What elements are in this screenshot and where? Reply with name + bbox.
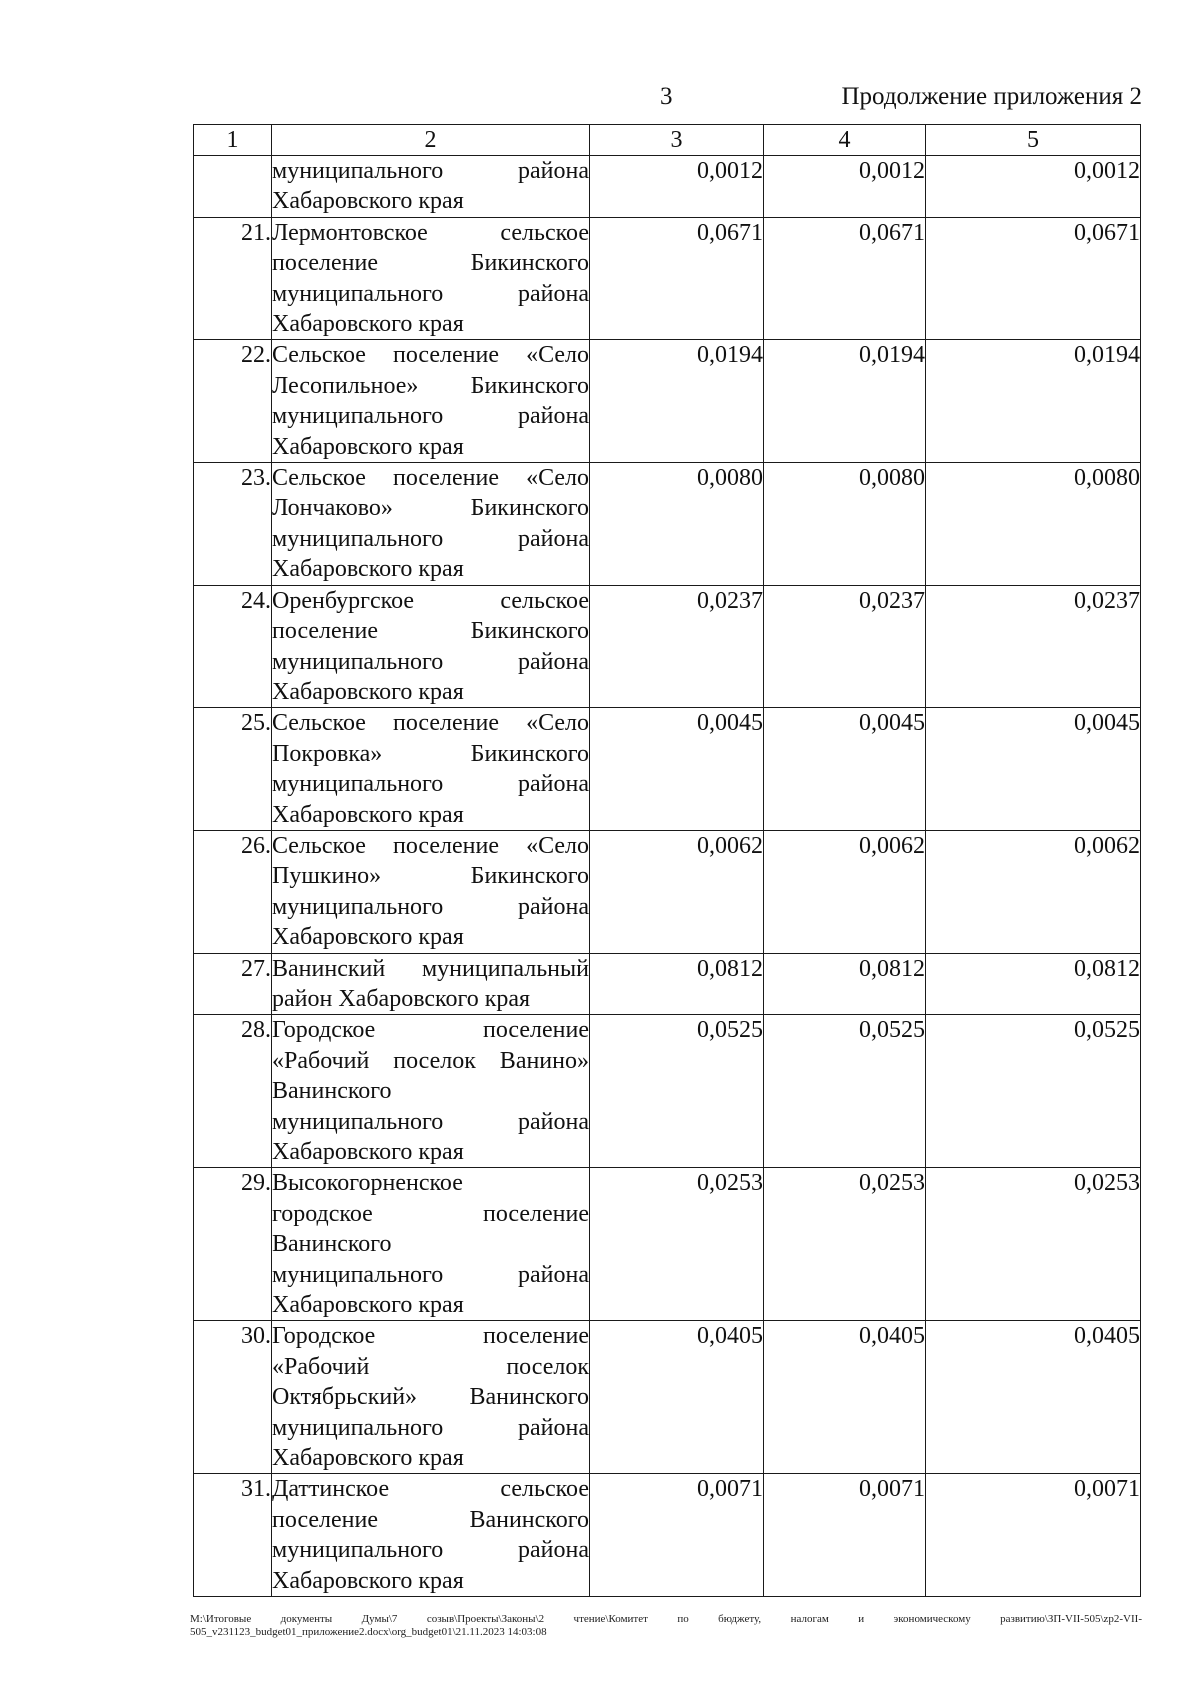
table-row — [194, 1168, 1141, 1321]
name-line: Городское поселение — [272, 1017, 589, 1044]
table-row — [194, 1321, 1141, 1474]
name-line: поселение Бикинского — [272, 618, 589, 645]
municipality-name — [272, 1321, 590, 1474]
value-col-3: 0,0405 — [590, 1321, 764, 1474]
table-header — [194, 125, 1141, 156]
municipality-name — [272, 708, 590, 831]
municipality-name — [272, 217, 590, 340]
name-line: муниципального района — [272, 893, 589, 920]
value-col-5: 0,0071 — [926, 1474, 1141, 1597]
name-line: Ванинский муниципальный — [272, 955, 589, 982]
table-row — [194, 463, 1141, 586]
name-line: Хабаровского края — [272, 1445, 464, 1472]
municipality-name — [272, 585, 590, 708]
municipality-name — [272, 830, 590, 953]
name-line: Хабаровского края — [272, 678, 464, 705]
name-line: Покровка» Бикинского — [272, 740, 589, 767]
value-col-5: 0,0045 — [926, 708, 1141, 831]
name-line: муниципального района — [272, 403, 589, 430]
value-col-3: 0,0237 — [590, 585, 764, 708]
file-path-footer: M:\Итоговые документы Думы\7 созыв\Проекты\Законы\2 чтение\Комитет по бюджету, налогам и экономическому развитию\ЗП-VII-505\zp2-VII-505_v231123_budget01_приложение2.docx\org_budget01\21.11.2023 14:03:08 — [190, 1613, 1142, 1638]
name-line: Сельское поселение «Село — [272, 465, 589, 492]
row-number: 29. — [194, 1168, 272, 1321]
row-number: 26. — [194, 830, 272, 953]
value-col-3: 0,0194 — [590, 340, 764, 463]
row-number: 28. — [194, 1015, 272, 1168]
municipality-name — [272, 953, 590, 1015]
value-col-5: 0,0525 — [926, 1015, 1141, 1168]
municipality-name — [272, 156, 590, 218]
value-col-3: 0,0812 — [590, 953, 764, 1015]
table-row — [194, 708, 1141, 831]
name-line: муниципального района — [272, 280, 589, 307]
value-col-3: 0,0012 — [590, 156, 764, 218]
table-row — [194, 585, 1141, 708]
name-line: Лермонтовское сельское — [272, 219, 589, 246]
municipality-name — [272, 340, 590, 463]
table-row — [194, 830, 1141, 953]
name-line: Лесопильное» Бикинского — [272, 372, 589, 399]
value-col-5: 0,0062 — [926, 830, 1141, 953]
value-col-3: 0,0525 — [590, 1015, 764, 1168]
value-col-4: 0,0525 — [764, 1015, 926, 1168]
value-col-3: 0,0062 — [590, 830, 764, 953]
municipality-name — [272, 463, 590, 586]
name-line: муниципального района — [272, 1261, 589, 1288]
name-line: муниципального района — [272, 648, 589, 675]
value-col-4: 0,0405 — [764, 1321, 926, 1474]
row-number: 21. — [194, 217, 272, 340]
name-line: Городское поселение — [272, 1323, 589, 1350]
value-col-3: 0,0253 — [590, 1168, 764, 1321]
column-header-5: 5 — [926, 125, 1141, 156]
name-line: Сельское поселение «Село — [272, 342, 589, 369]
name-line: Хабаровского края — [272, 188, 464, 215]
table-row — [194, 340, 1141, 463]
name-line: Хабаровского края — [272, 1139, 464, 1165]
name-line: Ванинского — [272, 1078, 392, 1105]
name-line: Хабаровского края — [272, 801, 464, 828]
name-line: Хабаровского края — [272, 433, 464, 460]
table-row — [194, 1474, 1141, 1597]
name-line: Даттинское сельское — [272, 1476, 589, 1503]
name-line: Сельское поселение «Село — [272, 832, 589, 859]
value-col-4: 0,0237 — [764, 585, 926, 708]
value-col-4: 0,0080 — [764, 463, 926, 586]
name-line: муниципального района — [272, 158, 589, 184]
value-col-5: 0,0253 — [926, 1168, 1141, 1321]
name-line: Хабаровского края — [272, 311, 464, 338]
name-line: Хабаровского края — [272, 1292, 464, 1319]
name-line: муниципального района — [272, 1108, 589, 1135]
value-col-4: 0,0812 — [764, 953, 926, 1015]
row-number: 30. — [194, 1321, 272, 1474]
value-col-4: 0,0045 — [764, 708, 926, 831]
row-number: 23. — [194, 463, 272, 586]
value-col-5: 0,0080 — [926, 463, 1141, 586]
name-line: муниципального района — [272, 1537, 589, 1564]
name-line: район Хабаровского края — [272, 985, 531, 1012]
municipality-name — [272, 1474, 590, 1597]
name-line: Октябрьский» Ванинского — [272, 1384, 589, 1411]
table-row — [194, 217, 1141, 340]
header-row — [194, 125, 1141, 156]
name-line: поселение Бикинского — [272, 250, 589, 277]
value-col-5: 0,0405 — [926, 1321, 1141, 1474]
name-line: Сельское поселение «Село — [272, 710, 589, 737]
page-number: 3 — [660, 83, 673, 110]
municipality-name — [272, 1168, 590, 1321]
value-col-3: 0,0045 — [590, 708, 764, 831]
row-number — [194, 156, 272, 218]
column-header-4: 4 — [764, 125, 926, 156]
column-header-2: 2 — [272, 125, 590, 156]
name-line: Лончаково» Бикинского — [272, 495, 589, 522]
value-col-5: 0,0012 — [926, 156, 1141, 218]
row-number: 22. — [194, 340, 272, 463]
value-col-5: 0,0194 — [926, 340, 1141, 463]
row-number: 27. — [194, 953, 272, 1015]
name-line: поселение Ванинского — [272, 1506, 589, 1533]
name-line: Пушкино» Бикинского — [272, 863, 589, 890]
value-col-3: 0,0080 — [590, 463, 764, 586]
name-line: муниципального района — [272, 771, 589, 798]
value-col-3: 0,0071 — [590, 1474, 764, 1597]
table-body — [194, 156, 1141, 1597]
name-line: «Рабочий поселок Ванино» — [272, 1047, 589, 1074]
row-number: 24. — [194, 585, 272, 708]
table-row — [194, 1015, 1141, 1168]
table-row — [194, 953, 1141, 1015]
value-col-5: 0,0812 — [926, 953, 1141, 1015]
column-header-3: 3 — [590, 125, 764, 156]
name-line: Оренбургское сельское — [272, 587, 589, 614]
name-line: Хабаровского края — [272, 1567, 464, 1594]
name-line: Высокогорненское — [272, 1170, 463, 1197]
continuation-title: Продолжение приложения 2 — [841, 83, 1142, 110]
name-line: Хабаровского края — [272, 924, 464, 951]
value-col-4: 0,0012 — [764, 156, 926, 218]
appendix-table — [193, 124, 1141, 1597]
row-number: 31. — [194, 1474, 272, 1597]
name-line: Хабаровского края — [272, 556, 464, 583]
name-line: Ванинского — [272, 1231, 392, 1258]
value-col-4: 0,0194 — [764, 340, 926, 463]
value-col-4: 0,0253 — [764, 1168, 926, 1321]
name-line: «Рабочий поселок — [272, 1353, 589, 1380]
name-line: городское поселение — [272, 1200, 589, 1227]
table-row — [194, 156, 1141, 218]
municipality-name — [272, 1015, 590, 1168]
value-col-4: 0,0062 — [764, 830, 926, 953]
name-line: муниципального района — [272, 1414, 589, 1441]
column-header-1: 1 — [194, 125, 272, 156]
row-number: 25. — [194, 708, 272, 831]
value-col-4: 0,0671 — [764, 217, 926, 340]
name-line: муниципального района — [272, 525, 589, 552]
value-col-3: 0,0671 — [590, 217, 764, 340]
value-col-4: 0,0071 — [764, 1474, 926, 1597]
value-col-5: 0,0671 — [926, 217, 1141, 340]
value-col-5: 0,0237 — [926, 585, 1141, 708]
